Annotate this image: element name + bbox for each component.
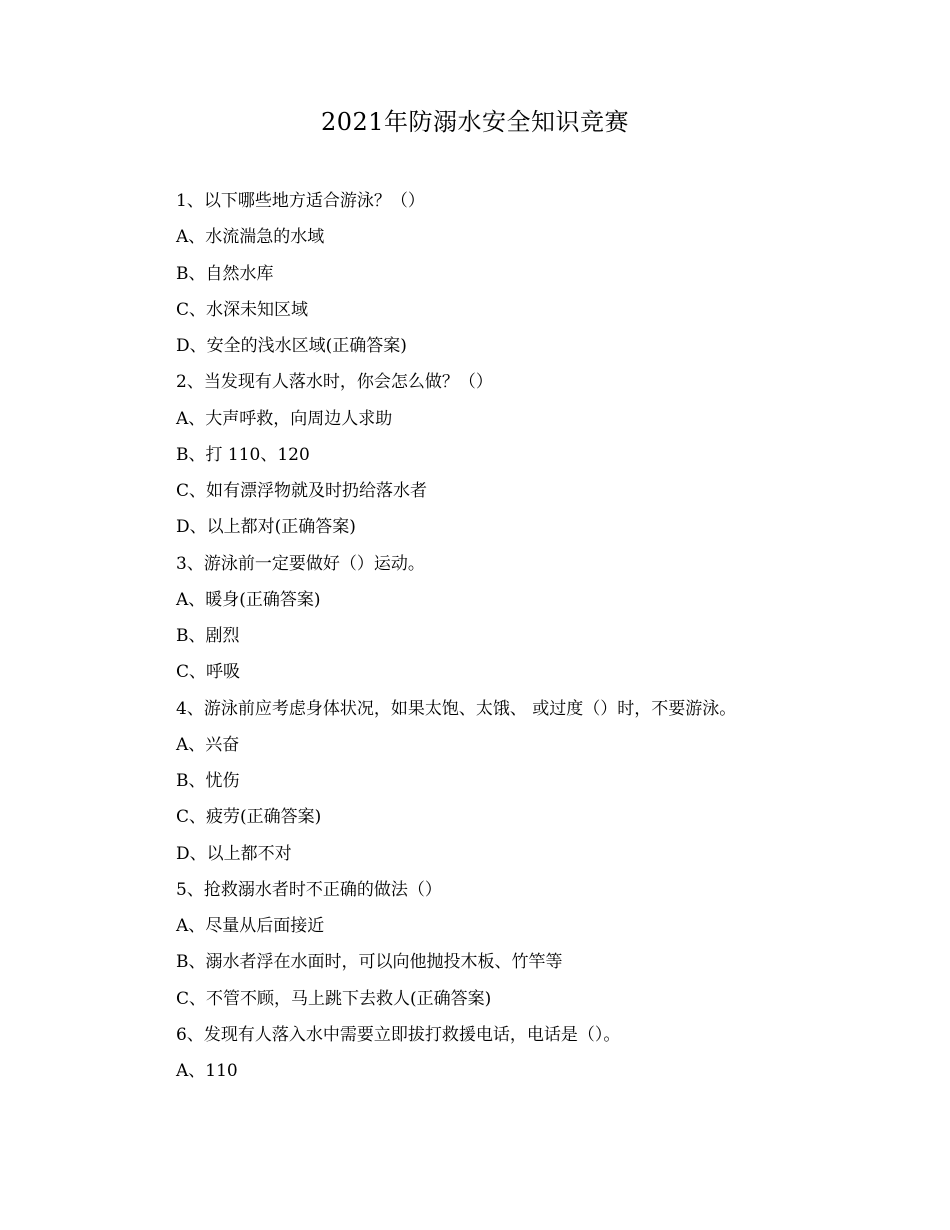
question-4-option-a: A、兴奋 [176,734,240,755]
question-1-option-a: A、水流湍急的水域 [176,227,325,248]
question-1-option-c: C、水深未知区域 [176,299,309,320]
question-2-option-d: D、以上都对(正确答案) [176,517,356,538]
question-3-option-a: A、暖身(正确答案) [176,589,321,610]
question-5-option-b: B、溺水者浮在水面时，可以向他抛投木板、竹竿等 [176,952,563,973]
question-4-option-c: C、疲劳(正确答案) [176,807,322,828]
question-5-option-c: C、不管不顾，马上跳下去救人(正确答案) [176,988,492,1009]
question-2: 2、当发现有人落水时，你会怎么做？（） [176,372,493,393]
question-4: 4、游泳前应考虑身体状况，如果太饱、太饿、 或过度（）时，不要游泳。 [176,698,737,719]
quiz-content [176,186,896,1092]
question-3: 3、游泳前一定要做好（）运动。 [176,553,425,574]
question-3-option-c: C、呼吸 [176,662,241,683]
question-1-option-b: B、自然水库 [176,263,274,284]
question-2-option-c: C、如有漂浮物就及时扔给落水者 [176,481,428,501]
question-5-option-a: A、尽量从后面接近 [176,916,325,936]
question-1: 1、以下哪些地方适合游泳？（） [176,191,425,211]
question-5: 5、抢救溺水者时不正确的做法（） [176,879,442,900]
page-title: 2021年防溺水安全知识竞赛 [320,108,630,136]
question-1-option-d: D、安全的浅水区域(正确答案) [176,336,407,356]
question-6: 6、发现有人落入水中需要立即拔打救援电话，电话是（）。 [176,1024,621,1045]
question-4-option-d: D、以上都不对 [176,843,292,864]
question-2-option-a: A、大声呼救，向周边人求助 [176,408,393,429]
question-2-option-b: B、打 110、120 [176,444,310,465]
question-3-option-b: B、剧烈 [176,626,240,646]
question-6-option-a: A、110 [176,1061,238,1081]
question-4-option-b: B、忧伤 [176,771,240,791]
